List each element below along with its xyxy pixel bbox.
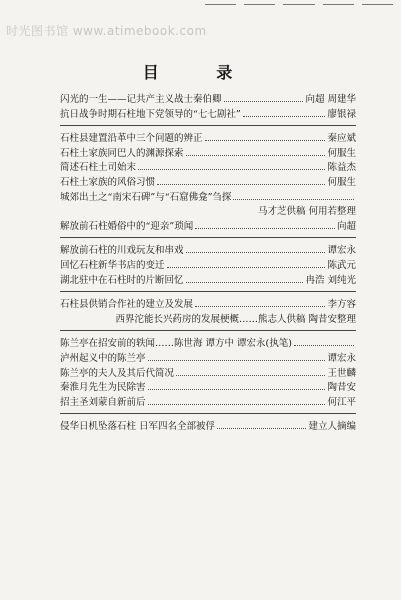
section-divider xyxy=(60,330,356,331)
toc-entry-author: 何江平 xyxy=(327,396,356,408)
toc-leader-dots xyxy=(138,169,325,170)
toc-entry-title: 石柱土家族同巴人的渊源探索 xyxy=(60,147,184,159)
toc-entry xyxy=(60,191,356,206)
toc-entry xyxy=(60,420,356,435)
toc-entry-author: 陶昔安 xyxy=(327,382,356,394)
toc-leader-dots xyxy=(224,101,304,102)
toc-entry xyxy=(60,274,356,289)
toc-entry-title: 侵华日机坠落石柱 日军四名全部被俘 xyxy=(60,421,216,433)
toc-entry xyxy=(60,367,356,382)
toc-entry-author: 建立人摘编 xyxy=(308,421,356,433)
section-divider xyxy=(60,413,356,414)
toc-entry-title: 解放前石柱的川戏玩友和串戏 xyxy=(60,245,184,257)
top-edge-marks xyxy=(205,4,393,6)
toc-entry xyxy=(60,108,356,123)
toc-entry xyxy=(60,244,356,259)
toc-leader-dots xyxy=(186,282,304,283)
section-divider xyxy=(60,291,356,292)
toc-entry xyxy=(60,259,356,274)
toc-entry-author: 何服生 xyxy=(327,147,356,159)
toc-entry-author: 谭宏永 xyxy=(327,352,356,364)
toc-entry-title: 城郊出土之“南宋石碑”与“石窟佛龛”刍探 xyxy=(60,191,232,203)
toc-entry-title: 石柱县建置沿革中三个问题的辨正 xyxy=(60,133,203,145)
toc-entry xyxy=(60,396,356,411)
toc-entry xyxy=(60,132,356,147)
toc-entry-title: 陈兰亭在招安前的轶闻……陈世海 谭方中 谭宏永(执笔) xyxy=(60,338,292,350)
toc-leader-dots xyxy=(205,140,326,141)
toc-entry-title: 石柱县供销合作社的建立及发展 xyxy=(60,299,194,311)
toc-leader-dots xyxy=(148,360,326,361)
toc-leader-dots xyxy=(233,199,354,200)
toc-entry xyxy=(60,147,356,162)
toc-entry-title: 湖北驻中在石柱时的片断回忆 xyxy=(60,274,184,286)
toc-entry-title: 陈兰亭的夫人及其后代简况 xyxy=(60,367,175,379)
toc-leader-dots xyxy=(195,306,325,307)
toc-entry-title: 简述石柱土司始末 xyxy=(60,162,137,174)
toc-credit-line: 西界沱能长兴药房的发展梗概……熊志人供稿 陶昔安整理 xyxy=(115,313,356,325)
toc-entry-title: 回忆石柱新华书店的变迁 xyxy=(60,259,165,271)
toc-entry-author: 谭宏永 xyxy=(327,245,356,257)
page-title: 目 录 xyxy=(142,63,259,82)
table-of-contents xyxy=(60,93,356,435)
toc-entry-author: 冉浩 刘纯光 xyxy=(305,274,356,286)
toc-entry-title: 泸州起义中的陈兰亭 xyxy=(60,352,146,364)
toc-leader-dots xyxy=(148,389,326,390)
toc-entry-author: 王世麟 xyxy=(327,367,356,379)
toc-entry xyxy=(60,161,356,176)
toc-entry-author: 李方容 xyxy=(327,299,356,311)
toc-leader-dots xyxy=(186,155,326,156)
section-divider xyxy=(60,125,356,126)
toc-entry-title: 解放前石柱婚俗中的“迎亲”琐闻 xyxy=(60,220,194,232)
toc-leader-dots xyxy=(157,184,325,185)
toc-entry xyxy=(60,93,356,108)
toc-leader-dots xyxy=(148,404,326,405)
toc-entry-title: 招主圣刘蒙自新前后 xyxy=(60,396,146,408)
toc-entry xyxy=(60,176,356,191)
toc-leader-dots xyxy=(294,345,354,346)
toc-leader-dots xyxy=(243,116,326,117)
watermark: 时光图书馆 www.atimebook.com xyxy=(6,24,207,38)
toc-entry-title: 闪光的一生——记共产主义战士秦伯卿 xyxy=(60,94,222,105)
toc-leader-dots xyxy=(176,375,325,376)
section-divider xyxy=(60,237,356,238)
toc-entry xyxy=(60,352,356,367)
toc-entry xyxy=(60,220,356,235)
toc-entry-author: 陈益杰 xyxy=(327,162,356,174)
toc-credit-line: 马才芝供稿 何用若整理 xyxy=(257,206,356,218)
toc-entry-author: 何服生 xyxy=(327,176,356,188)
toc-leader-dots xyxy=(167,267,326,268)
toc-entry-author: 陈武元 xyxy=(327,259,356,271)
toc-leader-dots xyxy=(186,252,326,253)
toc-entry-title: 抗日战争时期石柱地下党领导的“七七剧社” xyxy=(60,108,241,120)
toc-entry-author: 秦应斌 xyxy=(327,133,356,145)
toc-entry-author: 廖银禄 xyxy=(327,108,356,120)
toc-entry-title: 石柱土家族的风俗习惯 xyxy=(60,176,156,188)
toc-entry-author: 向超 周建华 xyxy=(305,94,356,105)
toc-entry xyxy=(60,337,356,352)
toc-entry xyxy=(60,381,356,396)
toc-entry-author: 向超 xyxy=(336,220,356,232)
toc-entry-title: 秦淮月先生为民除害 xyxy=(60,382,146,394)
toc-entry xyxy=(60,298,356,313)
toc-leader-dots xyxy=(195,228,335,229)
toc-leader-dots xyxy=(217,428,306,429)
